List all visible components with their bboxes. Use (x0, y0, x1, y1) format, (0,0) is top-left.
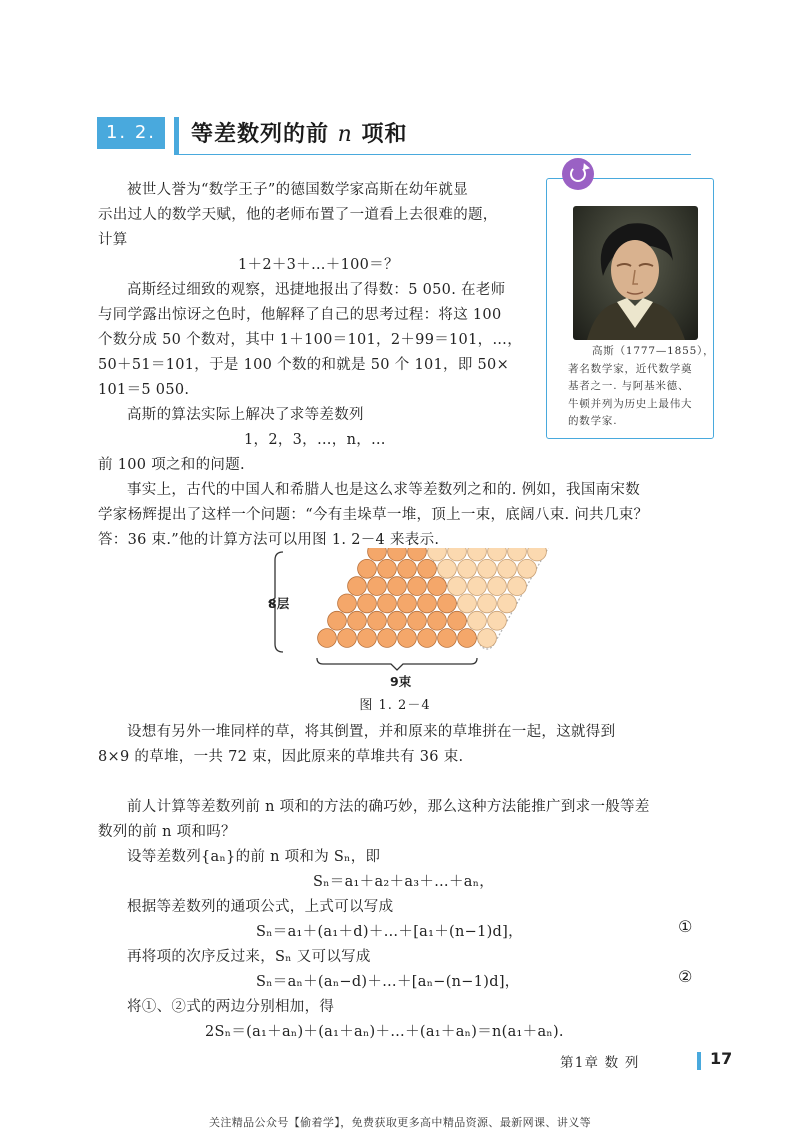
rotate-arrows-icon (562, 158, 594, 190)
bundle-ball (418, 559, 437, 578)
inverted-bundle-ball (428, 548, 447, 561)
bundle-ball (368, 548, 387, 561)
bundle-ball (378, 629, 397, 648)
bundle-ball (348, 577, 367, 596)
gauss-portrait (573, 206, 698, 340)
bundle-ball (408, 577, 427, 596)
inverted-bundle-ball (508, 548, 527, 561)
inverted-bundle-ball (498, 594, 517, 613)
chapter-label: 第1章 数 列 (560, 1055, 640, 1071)
inverted-bundle-ball (508, 577, 527, 596)
paragraph-derivation: 前人计算等差数列前 n 项和的方法的确巧妙，那么这种方法能推广到求一般等差 数列的前 n 项和吗？ 设等差数列{aₙ}的前 n 项和为 Sₙ，即 Sₙ＝a₁＋a₂＋a₃＋…＋aₙ， 根据等差数列的通项公式，上式可以写成 Sₙ＝a₁＋(a₁＋d)＋…＋[a₁＋(n−1)d]， 再将项的次序反过来，Sₙ 又可以写成 Sₙ＝aₙ＋(aₙ−d)＋…＋[aₙ−(n−1)d]， 将①、②式的两边分别相加，得 2Sₙ＝(a₁＋aₙ)＋(a₁＋aₙ)＋…＋(a₁＋aₙ)＝n(a₁＋aₙ). (98, 799, 650, 1040)
footer-bar (697, 1052, 701, 1070)
bundle-ball (378, 594, 397, 613)
bundle-ball (388, 548, 407, 561)
equation-tag-2: ② (678, 967, 693, 986)
sidebar-caption: 高斯（1777—1855）， 著名数学家，近代数学奠 基者之一. 与阿基米德、 牛顿并列为历史上最伟大 的数学家. (568, 345, 715, 427)
figure-stack (255, 548, 695, 690)
inverted-bundle-ball (438, 559, 457, 578)
inverted-bundle-ball (478, 629, 497, 648)
bundle-ball (438, 629, 457, 648)
bundle-ball (418, 594, 437, 613)
figure-caption: 图 1. 2－4 (359, 698, 431, 713)
inverted-bundle-ball (488, 611, 507, 630)
inverted-bundle-ball (478, 594, 497, 613)
inverted-bundle-ball (498, 559, 517, 578)
section-number: 1. 2. 3 (97, 117, 165, 149)
inverted-bundle-ball (468, 577, 487, 596)
section-title: 等差数列的前 n 项和 (191, 122, 408, 147)
bundle-ball (438, 594, 457, 613)
bundle-ball (328, 611, 347, 630)
bundle-ball (378, 559, 397, 578)
bundle-ball (338, 629, 357, 648)
section-rule (174, 154, 691, 155)
inverted-bundle-ball (528, 548, 547, 561)
bundle-ball (398, 559, 417, 578)
bundle-ball (428, 611, 447, 630)
paragraph-inverted: 设想有另外一堆同样的草，将其倒置，并和原来的草堆拼在一起，这就得到 8×9 的草堆，一共 72 束，因此原来的草堆共有 36 束. (98, 724, 616, 765)
bundle-ball (458, 629, 477, 648)
inverted-bundle-ball (518, 559, 537, 578)
bundle-ball (368, 611, 387, 630)
inverted-bundle-ball (468, 611, 487, 630)
bundle-ball (368, 577, 387, 596)
inverted-bundle-ball (458, 594, 477, 613)
paragraph-yanghui: 事实上，古代的中国人和希腊人也是这么求等差数列之和的. 例如，我国南宋数 学家杨辉提出了这样一个问题：“今有圭垛草一堆，顶上一束，底阔八束. 问共几束？ 答：36 束.”他的计算方法可以用图 1. 2－4 来表示. (98, 482, 649, 548)
bundles-label: 9束 (390, 674, 412, 689)
inverted-bundle-ball (488, 577, 507, 596)
section-bar (174, 117, 179, 155)
bundle-ball (448, 611, 467, 630)
inverted-bundle-ball (458, 559, 477, 578)
bundle-ball (358, 559, 377, 578)
equation-tag-1: ① (678, 917, 693, 936)
bundle-ball (408, 611, 427, 630)
bundle-ball (358, 629, 377, 648)
inverted-bundle-ball (448, 548, 467, 561)
bundle-ball (318, 629, 337, 648)
bundle-ball (338, 594, 357, 613)
page-number: 17 (710, 1049, 733, 1068)
layers-label: 8层 (268, 596, 290, 611)
bundle-ball (348, 611, 367, 630)
inverted-bundle-ball (468, 548, 487, 561)
inverted-bundle-ball (448, 577, 467, 596)
bundle-ball (388, 577, 407, 596)
bundle-ball (388, 611, 407, 630)
bundle-ball (418, 629, 437, 648)
paragraph-intro: 被世人誉为“数学王子”的德国数学家高斯在幼年就显 示出过人的数学天赋，他的老师布置了一道看上去很难的题， 计算 1＋2＋3＋…＋100＝？ 高斯经过细致的观察，迅捷地报出了得数：5 050. 在老师 与同学露出惊讶之色时，他解释了自己的思考过程：将这 100 个数分成 50 个数对，其中 1＋100＝101，2＋99＝101，…， 50＋51＝101，于是 100 个数的和就是 50 个 101，即 50× 101＝5 050. 高斯的算法实际上解决了求等差数列 1，2，3，…，n，… 前 100 项之和的问题. (98, 182, 523, 473)
bundle-ball (408, 548, 427, 561)
bundle-ball (358, 594, 377, 613)
inverted-bundle-ball (488, 548, 507, 561)
bundle-ball (428, 577, 447, 596)
bundle-ball (398, 594, 417, 613)
watermark-note: 关注精品公众号【偷着学】，免费获取更多高中精品资源、最新网课、讲义等 (208, 1116, 592, 1129)
inverted-bundle-ball (478, 559, 497, 578)
bundle-ball (398, 629, 417, 648)
